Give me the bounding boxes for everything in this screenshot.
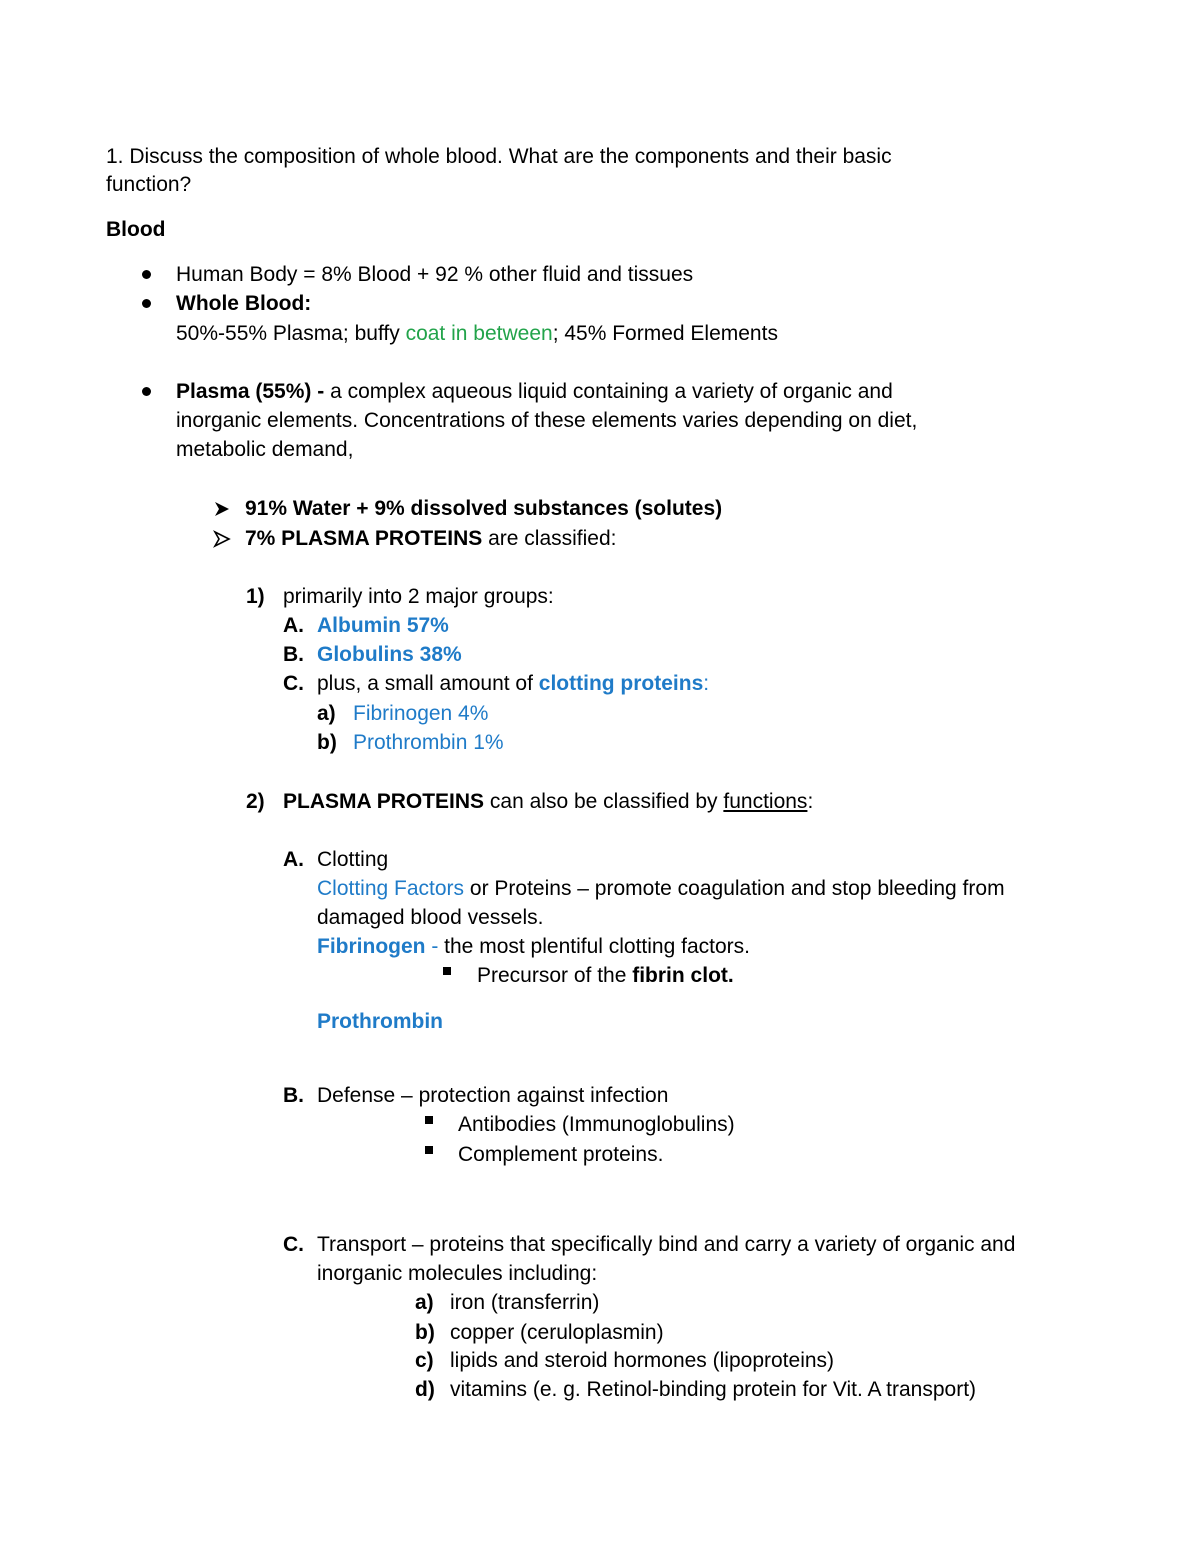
group-2-number: 2)	[246, 790, 265, 813]
transport-lipids: lipids and steroid hormones (lipoproteins)	[450, 1349, 835, 1372]
square-bullet-icon	[425, 1146, 433, 1154]
antibodies: Antibodies (Immunoglobulins)	[458, 1113, 735, 1136]
whole-blood-buffy-coat: coat in between	[405, 322, 553, 345]
question-line-2: function?	[106, 173, 192, 196]
functions-end: :	[807, 790, 814, 813]
functions-bold: PLASMA PROTEINS	[283, 790, 485, 813]
clotting-factors-line	[317, 874, 1005, 903]
plasma-label: Plasma (55%) -	[176, 380, 331, 403]
transport-copper: copper (ceruloplasmin)	[450, 1321, 664, 1344]
group-1-b-label: B.	[283, 643, 304, 666]
clotting-line-2: damaged blood vessels.	[317, 906, 544, 929]
arrow-bullet-icon	[213, 500, 231, 518]
plasma-proteins-line	[245, 524, 617, 553]
fibrinogen-percent: Fibrinogen 4%	[353, 702, 489, 725]
transport-a-label: a)	[415, 1291, 434, 1314]
fibrinogen-line	[317, 932, 750, 961]
globulins: Globulins 38%	[317, 643, 462, 666]
functions-mid: can also be classified by	[484, 790, 724, 813]
clotting-proteins-line	[317, 669, 709, 698]
group-1-ca-label: a)	[317, 702, 336, 725]
clotting-factors: Clotting Factors	[317, 877, 465, 900]
prothrombin-heading: Prothrombin	[317, 1010, 443, 1033]
fibrinogen-term: Fibrinogen	[317, 935, 426, 958]
clotting-proteins-colon: :	[703, 672, 710, 695]
plasma-line-3: metabolic demand,	[176, 438, 354, 461]
bullet-whole-blood-label: Whole Blood:	[176, 292, 312, 315]
group-1-cb-label: b)	[317, 731, 337, 754]
function-a-label: A.	[283, 848, 304, 871]
function-b-title: Defense – protection against infection	[317, 1084, 669, 1107]
fibrin-clot-pre: Precursor of the	[477, 964, 633, 987]
plasma-proteins-bold: 7% PLASMA PROTEINS	[245, 527, 483, 550]
transport-line-2: inorganic molecules including:	[317, 1262, 598, 1285]
fibrin-clot-line	[477, 961, 734, 990]
square-bullet-icon	[443, 967, 451, 975]
question-line-1: 1. Discuss the composition of whole blood. What are the components and their basic	[106, 145, 892, 168]
transport-iron: iron (transferrin)	[450, 1291, 600, 1314]
fibrin-clot: fibrin clot.	[632, 964, 734, 987]
group-1-number: 1)	[246, 585, 265, 608]
complement-proteins: Complement proteins.	[458, 1143, 664, 1166]
group-1-a-label: A.	[283, 614, 304, 637]
section-heading: Blood	[106, 218, 166, 241]
clotting-proteins: clotting proteins	[538, 672, 704, 695]
arrow-bullet-icon	[213, 530, 231, 548]
transport-b-label: b)	[415, 1321, 435, 1344]
function-c-label: C.	[283, 1233, 304, 1256]
function-a-title: Clotting	[317, 848, 389, 871]
square-bullet-icon	[425, 1116, 433, 1124]
plasma-description: a complex aqueous liquid containing a variety of organic and	[330, 380, 893, 403]
function-b-label: B.	[283, 1084, 304, 1107]
transport-c-label: c)	[415, 1349, 434, 1372]
clotting-proteins-pre: plus, a small amount of	[317, 672, 539, 695]
bullet-dot-icon	[142, 299, 151, 308]
transport-line-1: Transport – proteins that specifically bind and carry a variety of organic and	[317, 1233, 1016, 1256]
fibrinogen-desc: the most plentiful clotting factors.	[444, 935, 750, 958]
group-1-c-label: C.	[283, 672, 304, 695]
plasma-line-1	[176, 377, 893, 406]
clotting-factors-rest: or Proteins – promote coagulation and stop bleeding from	[464, 877, 1005, 900]
functions-heading	[283, 787, 813, 816]
fibrinogen-dash: -	[425, 935, 445, 958]
bullet-human-body: Human Body = 8% Blood + 92 % other fluid and tissues	[176, 263, 694, 286]
plasma-line-2: inorganic elements. Concentrations of these elements varies depending on diet,	[176, 409, 918, 432]
whole-blood-composition	[176, 319, 778, 348]
transport-vitamins: vitamins (e. g. Retinol-binding protein for Vit. A transport)	[450, 1378, 977, 1401]
prothrombin-percent: Prothrombin 1%	[353, 731, 504, 754]
whole-blood-part-b: ; 45% Formed Elements	[552, 322, 778, 345]
plasma-proteins-rest: are classified:	[482, 527, 617, 550]
transport-d-label: d)	[415, 1378, 435, 1401]
group-1-intro: primarily into 2 major groups:	[283, 585, 554, 608]
water-solutes: 91% Water + 9% dissolved substances (solutes)	[245, 497, 723, 520]
functions-underline: functions	[723, 790, 808, 813]
bullet-dot-icon	[142, 387, 151, 396]
whole-blood-part-a: 50%-55% Plasma; buffy	[176, 322, 406, 345]
bullet-dot-icon	[142, 270, 151, 279]
albumin: Albumin 57%	[317, 614, 449, 637]
